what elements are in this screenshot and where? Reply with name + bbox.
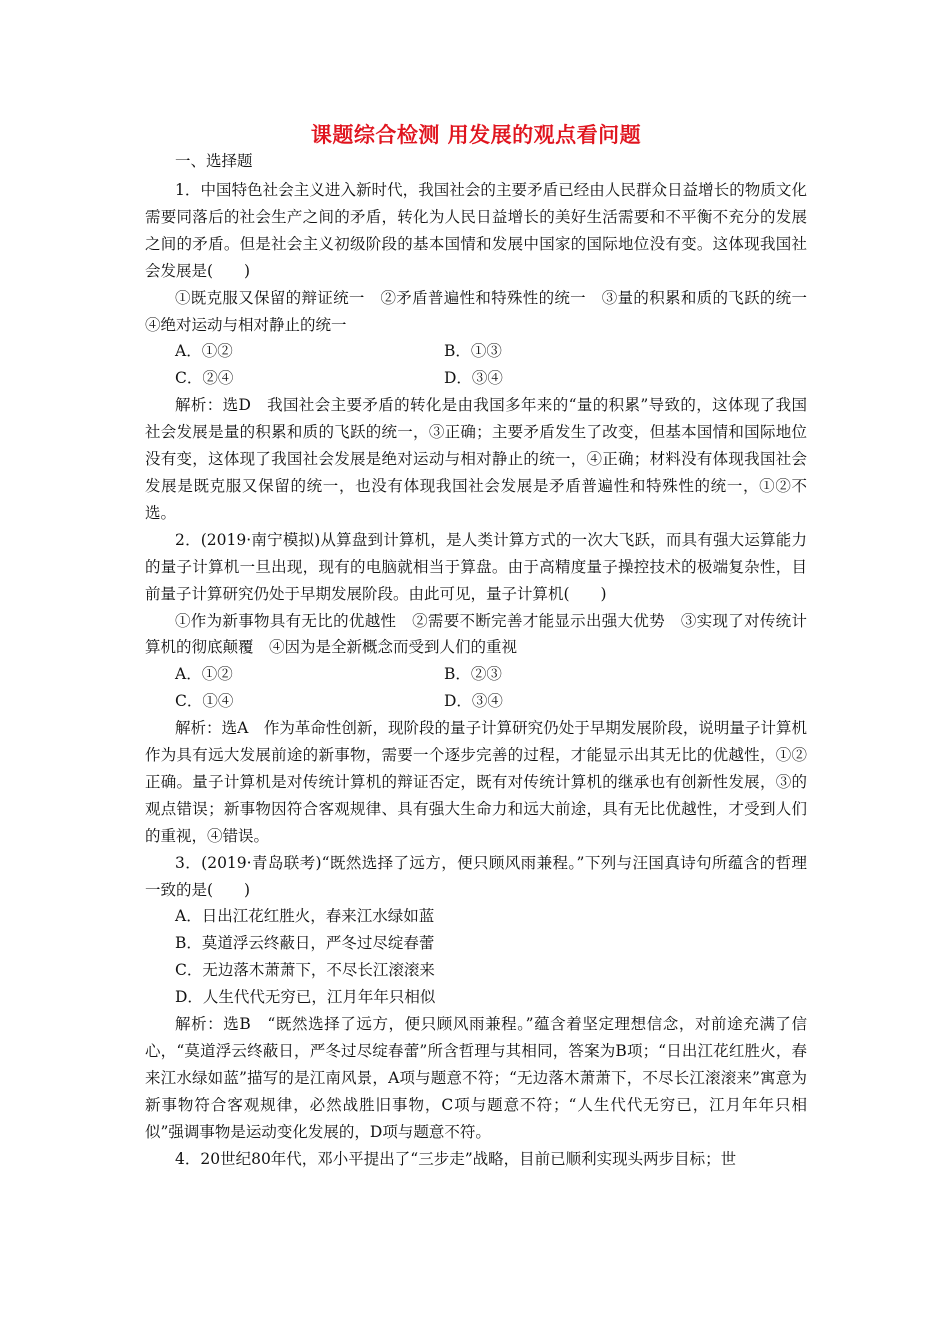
option-d: D．人生代代无穷已，江月年年只相似 (175, 988, 436, 1007)
question-2-options-row-2 (175, 688, 807, 715)
question-3-analysis: 解析：选B “既然选择了远方，便只顾风雨兼程。”蕴含着坚定理想信念，对前途充满了信心，“莫道浮云终蔽日，严冬过尽绽春蕾”所含哲理与其相同，答案为B项；“日出江花红胜火，春来江水绿如蓝”描写的是江南风景，A项与题意不符；“无边落木萧萧下，不尽长江滚滚来”寓意为新事物符合客观规律，必然战胜旧事物，C项与题意不符；“人生代代无穷已，江月年年只相似”强调事物是运动变化发展的，D项与题意不符。 (145, 1015, 807, 1141)
question-3-stem: 3．(2019·青岛联考)“既然选择了远方，便只顾风雨兼程。”下列与汪国真诗句所蕴含的哲理一致的是( ) (145, 853, 807, 899)
option-c: C．②④ (175, 369, 234, 388)
question-1-items: ①既克服又保留的辩证统一 ②矛盾普遍性和特殊性的统一 ③量的积累和质的飞跃的统一 ④绝对运动与相对静止的统一 (145, 288, 823, 334)
document-page (145, 120, 823, 1173)
option-a: A．①② (175, 342, 233, 361)
option-d: D．③④ (444, 692, 503, 711)
option-d: D．③④ (444, 369, 503, 388)
option-b: B．莫道浮云终蔽日，严冬过尽绽春蕾 (175, 934, 435, 953)
option-b: B．①③ (444, 342, 502, 361)
question-1-stem: 1．中国特色社会主义进入新时代，我国社会的主要矛盾已经由人民群众日益增长的物质文化需要同落后的社会生产之间的矛盾，转化为人民日益增长的美好生活需要和不平衡不充分的发展之间的矛盾。但是社会主义初级阶段的基本国情和发展中国家的国际地位没有变。这体现我国社会发展是( ) (145, 181, 807, 280)
question-2-analysis: 解析：选A 作为革命性创新，现阶段的量子计算研究仍处于早期发展阶段，说明量子计算机作为具有远大发展前途的新事物，需要一个逐步完善的过程，才能显示出其无比的优越性，①②正确。量子计算机是对传统计算机的辩证否定，既有对传统计算机的继承也有创新性发展，③的观点错误；新事物因符合客观规律、具有强大生命力和远大前途，具有无比优越性，才受到人们的重视，④错误。 (145, 719, 807, 845)
option-c: C．①④ (175, 692, 234, 711)
option-c: C．无边落木萧萧下，不尽长江滚滚来 (175, 961, 435, 980)
question-2-options-row-1 (175, 661, 807, 688)
section-heading: 一、选择题 (175, 152, 253, 170)
option-a: A．日出江花红胜火，春来江水绿如蓝 (175, 907, 435, 926)
page-title: 课题综合检测 用发展的观点看问题 (310, 122, 642, 147)
question-2-items: ①作为新事物具有无比的优越性 ②需要不断完善才能显示出强大优势 ③实现了对传统计算机的彻底颠覆 ④因为是全新概念而受到人们的重视 (145, 611, 807, 657)
question-1-options-row-1 (175, 338, 807, 365)
question-4-stem: 4．20世纪80年代，邓小平提出了“三步走”战略，目前已顺利实现头两步目标；世 (175, 1149, 737, 1168)
question-2-stem: 2．(2019·南宁模拟)从算盘到计算机，是人类计算方式的一次大飞跃，而具有强大运算能力的量子计算机一旦出现，现有的电脑就相当于算盘。由于高精度量子操控技术的极端复杂性，目前量子计算研究仍处于早期发展阶段。由此可见，量子计算机( ) (145, 530, 807, 603)
question-1-options-row-2 (175, 365, 807, 392)
question-1-analysis: 解析：选D 我国社会主要矛盾的转化是由我国多年来的“量的积累”导致的，这体现了我国社会发展是量的积累和质的飞跃的统一，③正确；主要矛盾发生了改变，但基本国情和国际地位没有变，这体现了我国社会发展是绝对运动与相对静止的统一，④正确；材料没有体现我国社会发展是既克服又保留的统一，也没有体现我国社会发展是矛盾普遍性和特殊性的统一，①②不选。 (145, 396, 807, 522)
option-a: A．①② (175, 665, 233, 684)
option-b: B．②③ (444, 665, 502, 684)
